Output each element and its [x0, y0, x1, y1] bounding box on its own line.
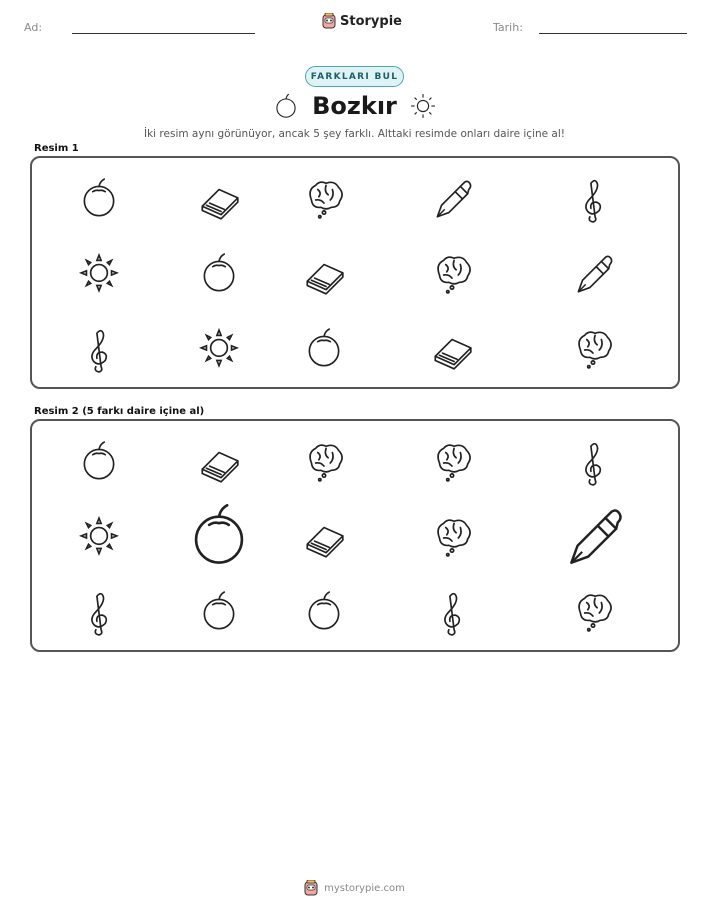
brain-icon[interactable] [570, 327, 616, 373]
sun-icon [409, 92, 437, 124]
pen-icon[interactable] [429, 177, 475, 223]
storypie-mascot-icon [304, 880, 318, 896]
treble-clef-icon[interactable] [429, 590, 475, 636]
sun-icon[interactable] [76, 252, 122, 298]
instructions: İki resim aynı görünüyor, ancak 5 şey farklı. Alttaki resimde onları daire içine al! [144, 128, 565, 140]
brain-icon[interactable] [429, 515, 475, 561]
sun-icon[interactable] [196, 327, 242, 373]
brain-icon[interactable] [429, 252, 475, 298]
picture1-label: Resim 1 [34, 143, 79, 154]
apple-icon[interactable] [196, 252, 242, 298]
apple-icon[interactable] [196, 590, 242, 636]
treble-clef-icon[interactable] [76, 327, 122, 373]
brain-icon[interactable] [301, 440, 347, 486]
name-line[interactable] [72, 33, 255, 34]
book-icon[interactable] [429, 327, 475, 373]
apple-icon[interactable] [301, 327, 347, 373]
date-label: Tarih: [493, 21, 523, 34]
book-icon[interactable] [301, 252, 347, 298]
treble-clef-icon[interactable] [76, 590, 122, 636]
pen-icon[interactable] [559, 504, 627, 572]
sun-icon[interactable] [76, 515, 122, 561]
brain-icon[interactable] [429, 440, 475, 486]
pen-icon[interactable] [570, 252, 616, 298]
footer [0, 880, 709, 896]
brain-icon[interactable] [570, 590, 616, 636]
date-line[interactable] [539, 33, 687, 34]
book-icon[interactable] [196, 440, 242, 486]
picture1-panel [30, 156, 680, 389]
picture2-panel [30, 419, 680, 652]
book-icon[interactable] [301, 515, 347, 561]
treble-clef-icon[interactable] [570, 440, 616, 486]
apple-icon[interactable] [301, 590, 347, 636]
brand-name: Storypie [340, 13, 402, 29]
treble-clef-icon[interactable] [570, 177, 616, 223]
activity-badge: FARKLARI BUL [305, 66, 404, 87]
picture2-label: Resim 2 (5 farkı daire içine al) [34, 406, 205, 417]
storypie-mascot-icon [322, 13, 336, 29]
name-label: Ad: [24, 21, 43, 34]
apple-icon[interactable] [183, 502, 255, 574]
brain-icon[interactable] [301, 177, 347, 223]
book-icon[interactable] [196, 177, 242, 223]
footer-site: mystorypie.com [324, 882, 405, 894]
apple-icon[interactable] [76, 177, 122, 223]
page-title: Bozkır [312, 92, 397, 120]
storypie-logo [322, 13, 402, 29]
apple-icon[interactable] [76, 440, 122, 486]
